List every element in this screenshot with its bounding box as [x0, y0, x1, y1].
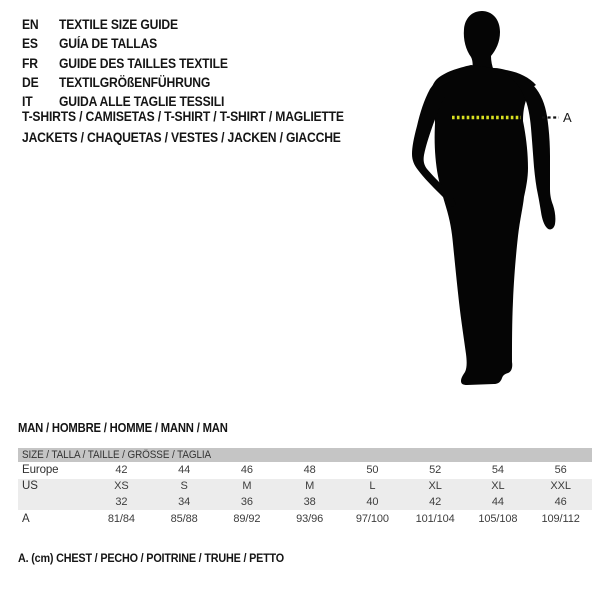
section-title-man: MAN / HOMBRE / HOMME / MANN / MAN: [18, 421, 228, 435]
language-label: GUIDE DES TAILLES TEXTILE: [59, 55, 228, 71]
table-header: SIZE / TALLA / TAILLE / GRÖSSE / TAGLIA: [18, 448, 592, 462]
language-code: IT: [22, 94, 33, 110]
table-cell: 32: [115, 496, 128, 508]
table-cell: 54: [491, 464, 504, 476]
size-table: [18, 448, 592, 528]
language-label: TEXTILGRÖßENFÜHRUNG: [59, 74, 211, 90]
language-label: TEXTILE SIZE GUIDE: [59, 17, 178, 32]
table-cell: 42: [115, 464, 128, 476]
table-cell: 36: [240, 496, 253, 508]
table-cell: M: [242, 480, 252, 492]
table-cell: 44: [178, 464, 191, 476]
measurement-legend: A. (cm) CHEST / PECHO / POITRINE / TRUHE / PETTO: [18, 551, 284, 565]
table-cell: 89/92: [233, 513, 261, 525]
table-row-us: [18, 479, 592, 494]
table-cell: S: [180, 480, 188, 492]
language-code: DE: [22, 74, 39, 90]
silhouette-shapes: [412, 11, 555, 385]
table-cell: 93/96: [296, 513, 324, 525]
table-cell: 40: [366, 496, 379, 508]
language-code: EN: [22, 17, 39, 32]
table-cell: 48: [303, 464, 316, 476]
table-cell: XXL: [550, 480, 571, 492]
table-cell: 109/112: [541, 513, 580, 525]
category-tshirts: T-SHIRTS / CAMISETAS / T-SHIRT / T-SHIRT / MAGLIETTE: [22, 109, 344, 124]
table-cell: XL: [491, 480, 505, 492]
table-cell: 38: [303, 496, 316, 508]
table-cell: L: [369, 480, 376, 492]
table-cell: 34: [178, 496, 191, 508]
language-label: GUIDA ALLE TAGLIE TESSILI: [59, 94, 225, 110]
table-cell: 81/84: [107, 513, 135, 525]
table-cell: 50: [366, 464, 379, 476]
table-cell: 56: [554, 464, 567, 476]
row-label: A: [22, 513, 30, 525]
table-row-chest-a: [18, 510, 592, 528]
language-code: ES: [22, 36, 38, 52]
row-label: US: [22, 480, 38, 492]
table-cell: M: [305, 480, 315, 492]
table-row-alt-size: [18, 494, 592, 510]
table-cell: 97/100: [355, 513, 389, 525]
man-silhouette: [395, 0, 600, 400]
table-cell: 101/104: [415, 513, 455, 525]
table-cell: 42: [429, 496, 442, 508]
table-cell: XL: [428, 480, 442, 492]
table-cell: 85/88: [170, 513, 198, 525]
table-cell: 46: [240, 464, 253, 476]
silhouette-head: [464, 11, 500, 71]
language-label: GUÍA DE TALLAS: [59, 36, 158, 52]
category-jackets: JACKETS / CHAQUETAS / VESTES / JACKEN / GIACCHE: [22, 129, 341, 145]
language-code: FR: [22, 55, 38, 71]
table-cell: 44: [491, 496, 504, 508]
measure-label-a: A: [563, 110, 572, 125]
table-cell: 46: [554, 496, 567, 508]
silhouette-body: [431, 65, 536, 385]
row-label: Europe: [22, 464, 59, 476]
table-row-europe: [18, 462, 592, 479]
table-cell: 52: [429, 464, 442, 476]
table-cell: XS: [114, 480, 129, 492]
table-cell: 105/108: [478, 513, 518, 525]
category-list: [22, 107, 380, 148]
